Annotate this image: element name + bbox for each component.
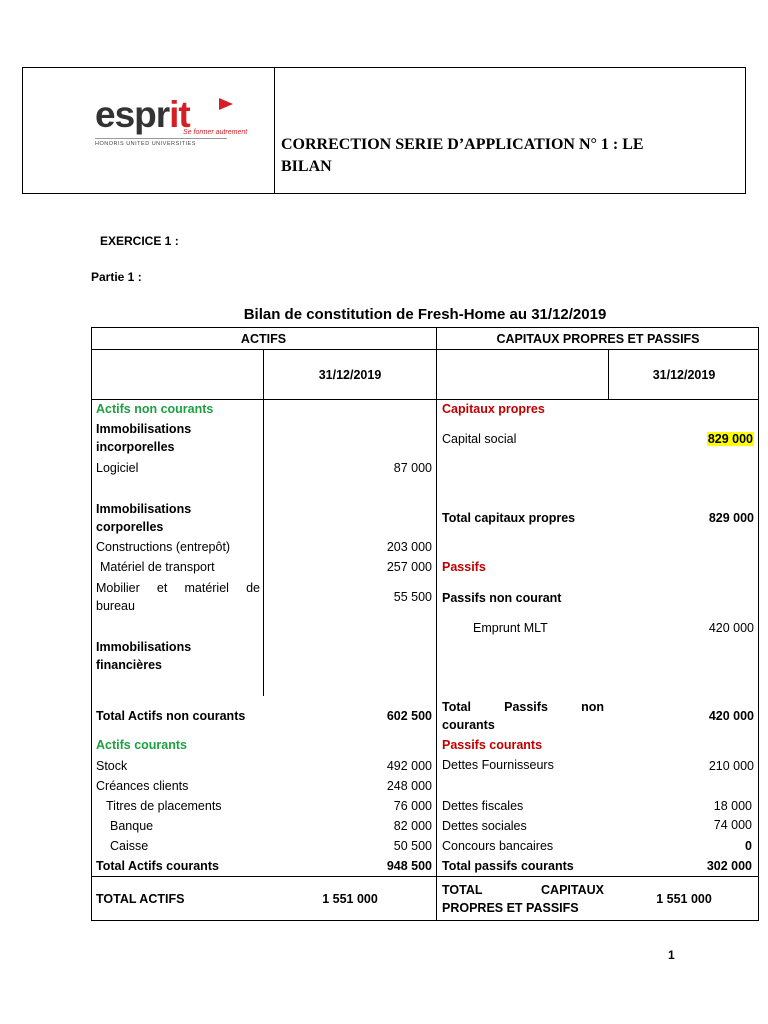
capital-social-label: Capital social — [442, 432, 517, 446]
concours-bancaires-value: 0 — [745, 839, 752, 853]
stock-value: 492 000 — [386, 759, 432, 773]
header-box — [22, 67, 746, 194]
dettes-fournisseurs-value: 210 000 — [708, 759, 754, 773]
dettes-sociales-value: 74 000 — [713, 818, 752, 832]
esprit-logo — [95, 94, 248, 147]
page-number: 1 — [668, 948, 675, 962]
table-title: Bilan de constitution de Fresh-Home au 31/12/2019 — [243, 306, 607, 323]
emprunt-value: 420 000 — [708, 621, 754, 635]
total-passifs-courants-label: Total passifs courants — [442, 859, 574, 873]
logiciel-value: 87 000 — [393, 461, 432, 475]
passifs-label: Passifs — [442, 560, 486, 574]
immo-financieres-label: Immobilisations financières — [96, 640, 192, 672]
constructions-value: 203 000 — [386, 540, 432, 554]
logo-rule — [95, 138, 227, 139]
passifs-non-courant-label: Passifs non courant — [442, 591, 562, 605]
total-actifs-non-courants-label: Total Actifs non courants — [96, 709, 246, 723]
immo-corporelles-label: Immobilisations corporelles — [96, 502, 192, 534]
logiciel-label: Logiciel — [96, 461, 139, 475]
dettes-fiscales-label: Dettes fiscales — [442, 799, 524, 813]
materiel-transport-label: Matériel de transport — [100, 560, 215, 574]
total-actifs-non-courants-value: 602 500 — [386, 709, 432, 723]
passifs-courants-label: Passifs courants — [442, 738, 543, 752]
materiel-transport-value: 257 000 — [386, 560, 432, 574]
total-capitaux-propres-label: Total capitaux propres — [442, 511, 576, 525]
caisse-label: Caisse — [110, 839, 149, 853]
creances-label: Créances clients — [96, 779, 189, 793]
stock-label: Stock — [96, 759, 128, 773]
capitaux-propres-label: Capitaux propres — [442, 402, 545, 416]
total-actifs-courants-label: Total Actifs courants — [96, 859, 219, 873]
table-totals-rule — [91, 876, 759, 877]
banque-label: Banque — [110, 819, 154, 833]
logo-tagline: Se former autrement — [183, 129, 248, 136]
table-header-rule — [91, 349, 759, 350]
logo-wordmark: esprit — [95, 94, 190, 135]
mobilier-label: Mobilier et matériel de bureau — [96, 581, 260, 613]
date-passifs: 31/12/2019 — [652, 368, 716, 382]
capital-social-value: 829 000 — [707, 432, 753, 446]
exercice-heading: EXERCICE 1 : — [100, 234, 179, 248]
actifs-column-header: ACTIFS — [240, 332, 287, 346]
actifs-non-courants-label: Actifs non courants — [96, 402, 214, 416]
total-actifs-courants-value: 948 500 — [386, 859, 432, 873]
document-title: CORRECTION SERIE D’APPLICATION N° 1 : LE BILAN — [281, 136, 644, 175]
logo-flag-icon — [219, 98, 233, 110]
mobilier-value: 55 500 — [393, 590, 432, 604]
total-actifs-value: 1 551 000 — [322, 892, 378, 906]
dettes-sociales-label: Dettes sociales — [442, 819, 527, 833]
passifs-column-header: CAPITAUX PROPRES ET PASSIFS — [496, 332, 700, 346]
total-passifs-non-courants-value: 420 000 — [708, 709, 754, 723]
immo-incorporelles-label: Immobilisations incorporelles — [96, 422, 192, 454]
dettes-fournisseurs-label: Dettes Fournisseurs — [442, 758, 554, 772]
total-passifs-courants-value: 302 000 — [706, 859, 752, 873]
dettes-fiscales-value: 18 000 — [713, 799, 752, 813]
caisse-value: 50 500 — [393, 839, 432, 853]
titres-label: Titres de placements — [106, 799, 222, 813]
partie-heading: Partie 1 : — [91, 270, 142, 284]
constructions-label: Constructions (entrepôt) — [96, 540, 231, 554]
banque-value: 82 000 — [393, 819, 432, 833]
actifs-courants-label: Actifs courants — [96, 738, 187, 752]
date-actifs: 31/12/2019 — [318, 368, 382, 382]
titres-value: 76 000 — [393, 799, 432, 813]
header-divider — [274, 68, 275, 193]
table-center-divider — [436, 327, 437, 921]
concours-bancaires-label: Concours bancaires — [442, 839, 554, 853]
logo-subtitle: HONORIS UNITED UNIVERSITIES — [95, 141, 196, 147]
emprunt-label: Emprunt MLT — [473, 621, 548, 635]
total-capitaux-propres-value: 829 000 — [708, 511, 754, 525]
total-actifs-label: TOTAL ACTIFS — [96, 892, 185, 906]
total-passifs-non-courants-label: Total Passifs non courants — [442, 700, 604, 732]
total-capitaux-passifs-label: TOTAL CAPITAUX PROPRES ET PASSIFS — [442, 883, 604, 915]
total-capitaux-passifs-value: 1 551 000 — [656, 892, 712, 906]
creances-value: 248 000 — [386, 779, 432, 793]
